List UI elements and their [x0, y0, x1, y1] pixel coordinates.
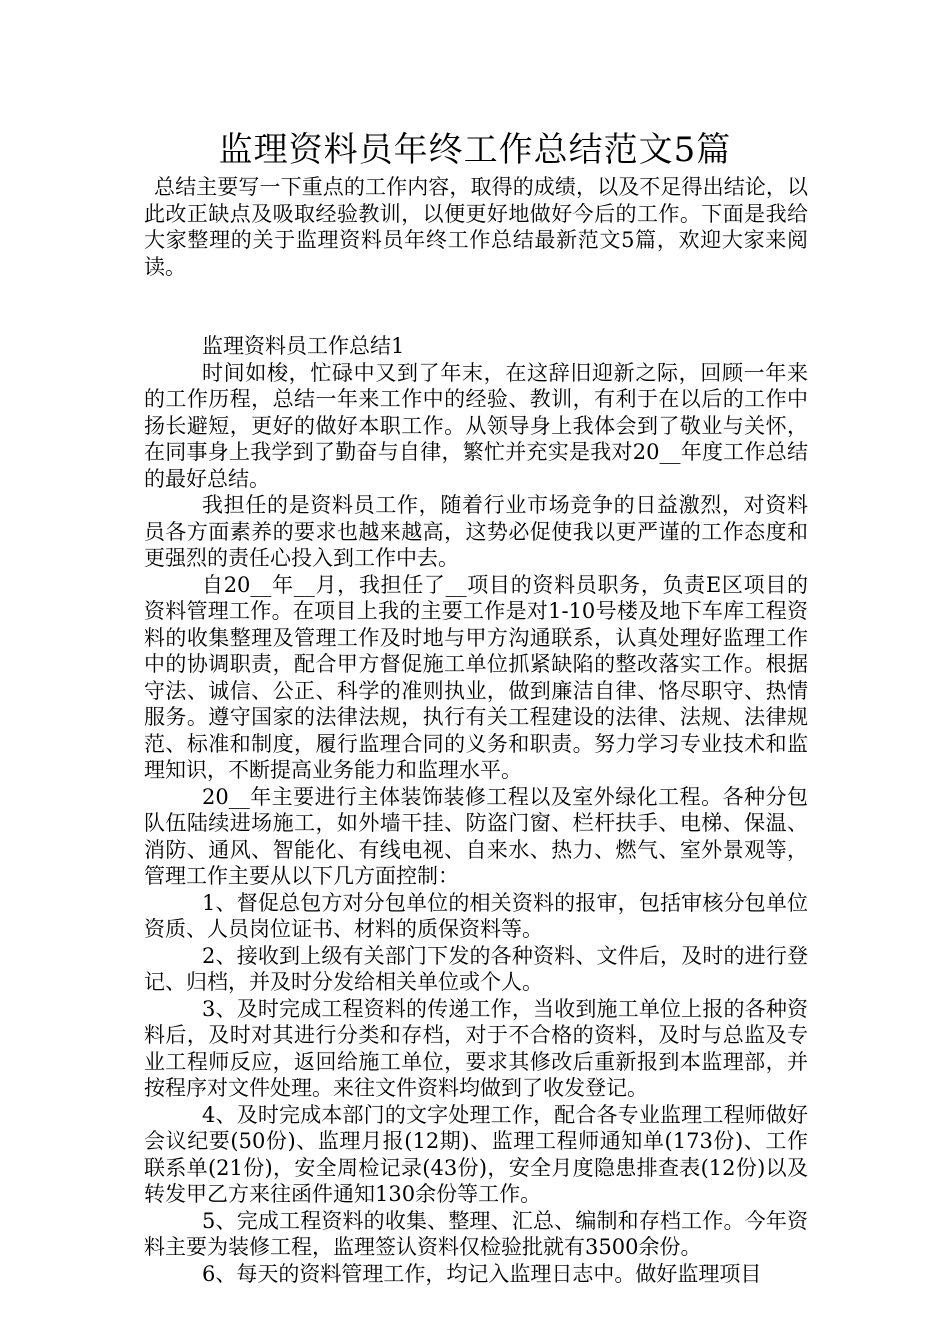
- body-paragraph-4: 20__年主要进行主体装饰装修工程以及室外绿化工程。各种分包队伍陆续进场施工，如外墙干挂、防盗门窗、栏杆扶手、电梯、保温、消防、通风、智能化、有线电视、自来水、热力、燃气、室外景观等，管理工作主要从以下几方面控制：: [144, 784, 808, 888]
- document-title: 监理资料员年终工作总结范文5篇: [218, 130, 732, 170]
- body-paragraph-1: 时间如梭，忙碌中又到了年末，在这辞旧迎新之际，回顾一年来的工作历程，总结一年来工作中的经验、教训，有利于在以后的工作中扬长避短，更好的做好本职工作。从领导身上我体会到了敬业与关怀，在同事身上我学到了勤奋与自律，繁忙并充实是我对20__年度工作总结的最好总结。: [144, 360, 808, 491]
- list-item-6: 6、每天的资料管理工作，均记入监理日志中。做好监理项目: [202, 1261, 762, 1286]
- body-paragraph-3: 自20__年__月，我担任了__项目的资料员职务，负责E区项目的资料管理工作。在项目上我的主要工作是对1-10号楼及地下车库工程资料的收集整理及管理工作及时地与甲方沟通联系，认真处理好监理工作中的协调职责，配合甲方督促施工单位抓紧缺陷的整改落实工作。根据守法、诚信、公正、科学的准则执业，做到廉洁自律、恪尽职守、热情服务。遵守国家的法律法规，执行有关工程建设的法律、法规、法律规范、标准和制度，履行监理合同的义务和职责。努力学习专业技术和监理知识，不断提高业务能力和监理水平。: [144, 572, 808, 782]
- list-item-2: 2、接收到上级有关部门下发的各种资料、文件后，及时的进行登记、归档，并及时分发给相关单位或个人。: [144, 943, 808, 994]
- paragraph-spacer: [144, 280, 808, 333]
- list-item-5: 5、完成工程资料的收集、整理、汇总、编制和存档工作。今年资料主要为装修工程，监理签认资料仅检验批就有3500余份。: [144, 1208, 808, 1259]
- body-paragraph-2: 我担任的是资料员工作，随着行业市场竞争的日益激烈，对资料员各方面素养的要求也越来越高，这势必促使我以更严谨的工作态度和更强烈的责任心投入到工作中去。: [144, 493, 808, 570]
- list-item-4: 4、及时完成本部门的文字处理工作，配合各专业监理工程师做好会议纪要(50份)、监理月报(12期)、监理工程师通知单(173份)、工作联系单(21份)，安全周检记录(43份)，安全月度隐患排查表(12份)以及转发甲乙方来往函件通知130余份等工作。: [144, 1102, 808, 1206]
- list-item-3: 3、及时完成工程资料的传递工作，当收到施工单位上报的各种资料后，及时对其进行分类和存档，对于不合格的资料，及时与总监及专业工程师反应，返回给施工单位，要求其修改后重新报到本监理部，并按程序对文件处理。来往文件资料均做到了收发登记。: [144, 996, 808, 1100]
- document-body: [144, 174, 808, 1287]
- section-heading: 监理资料员工作总结1: [202, 334, 405, 358]
- list-item-1: 1、督促总包方对分包单位的相关资料的报审，包括审核分包单位资质、人员岗位证书、材料的质保资料等。: [144, 890, 808, 941]
- intro-paragraph: 总结主要写一下重点的工作内容，取得的成绩，以及不足得出结论，以此改正缺点及吸取经验教训，以便更好地做好今后的工作。下面是我给大家整理的关于监理资料员年终工作总结最新范文5篇，欢迎大家来阅读。: [144, 175, 808, 279]
